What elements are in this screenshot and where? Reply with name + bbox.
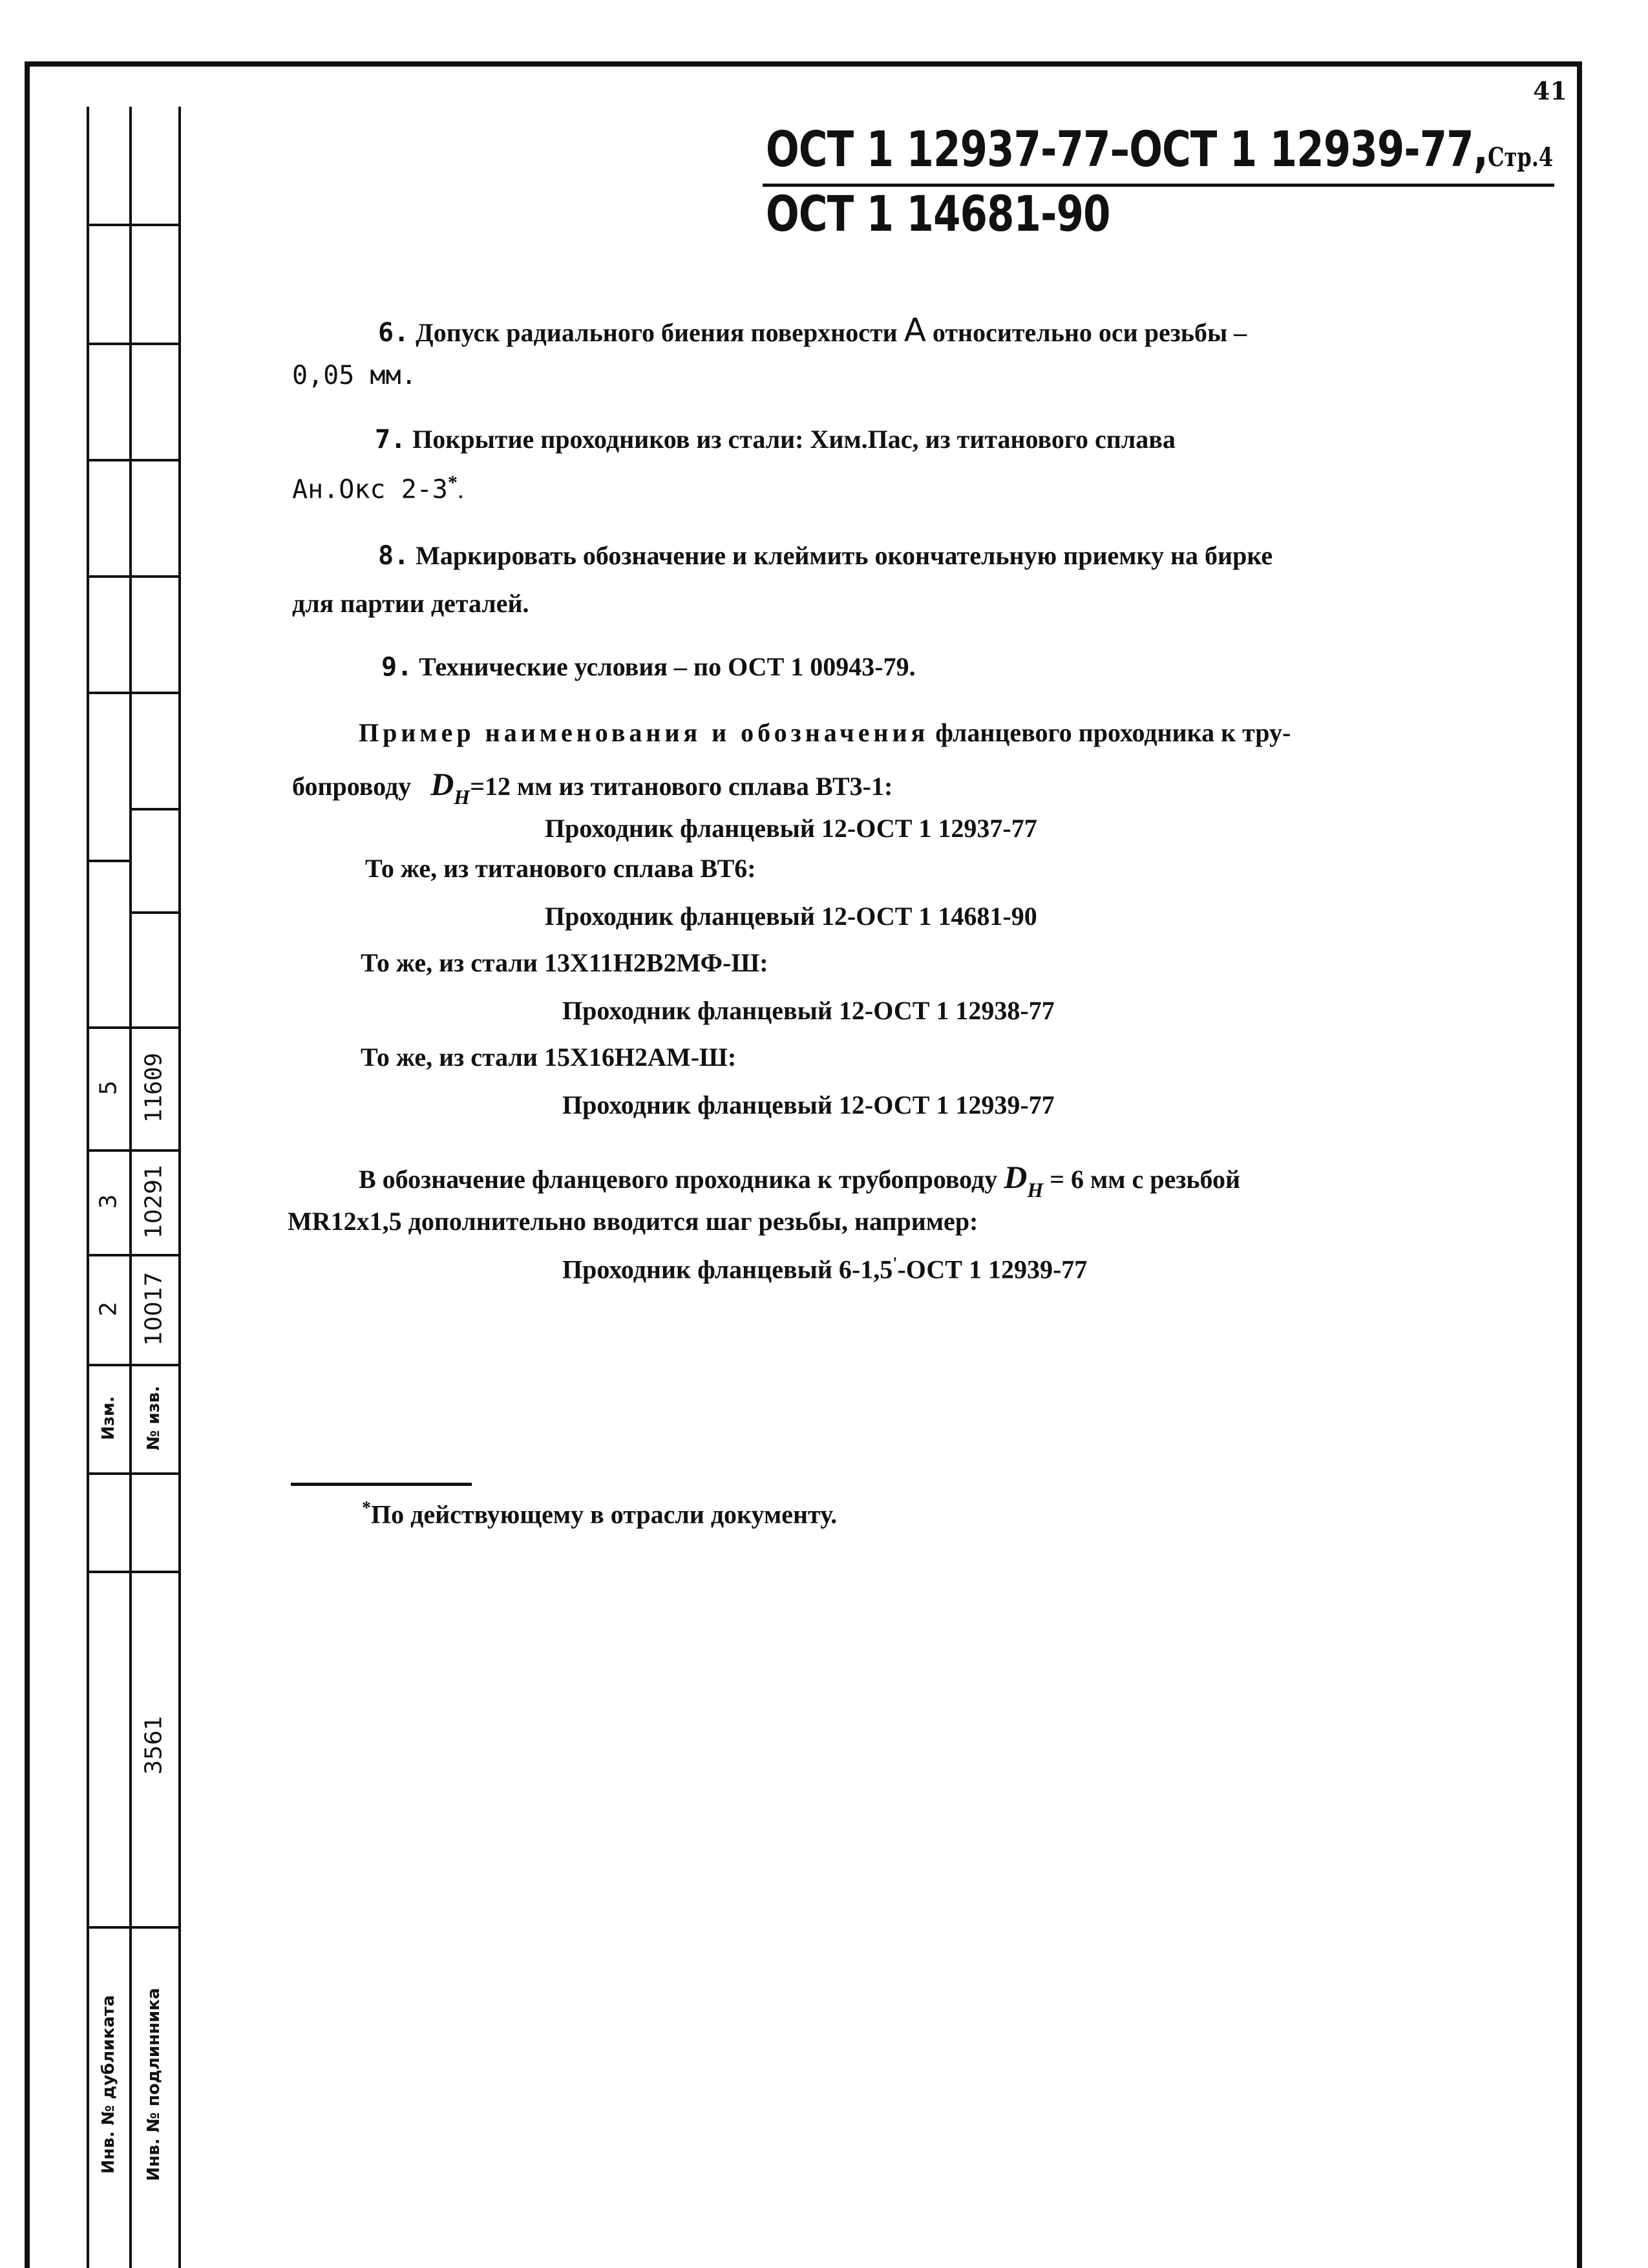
example-designation-3: Проходник фланцевый 12-ОСТ 1 12938-77 [562,996,1055,1025]
note-example-mark: ' [893,1254,898,1273]
header-standard-3: ОСТ 1 14681-90 [766,185,1110,242]
strip-label-change: Изм. [99,1396,118,1440]
example-intro-spaced: Пример наименования и обозначения [359,718,929,747]
example-dn-symbol: D [430,766,454,802]
example-same-steel-13x11: То же, из стали 13Х11Н2В2МФ-Ш: [361,948,768,977]
strip-divider [131,808,180,811]
frame-right-line [1577,61,1582,2268]
page-number: 41 [1533,76,1567,105]
strip-divider [87,1026,180,1029]
strip-divider [87,1149,180,1152]
header-standard-2: ОСТ 1 12939-77, [1129,120,1488,178]
note-dn-symbol: D [1004,1159,1028,1195]
example-designation-2: Проходник фланцевый 12-ОСТ 1 14681-90 [545,902,1037,931]
strip-divider [87,1364,180,1366]
item-7-number: 7. [375,425,407,454]
footnote-text: По действующему в отрасли документу. [371,1500,838,1529]
strip-line-3 [178,107,181,2268]
item-6-line-1 [378,312,1247,349]
footnote-rule [291,1483,472,1486]
item-6-number: 6. [378,318,410,348]
strip-notice-10017: 10017 [140,1271,167,1346]
item-9-text: Технические условия – по ОСТ 1 00943-79. [419,652,916,681]
example-intro-line-1 [359,717,1291,748]
note-example-text: Проходник фланцевый 6-1,5 [562,1255,893,1284]
item-8-text: Маркировать обозначение и клеймить окончательную приемку на бирке [416,541,1273,570]
frame-top-line [25,61,1582,67]
note-dn-text: = 6 мм с резьбой [1050,1165,1241,1194]
strip-divider [87,224,180,226]
strip-divider [87,1254,180,1256]
strip-original-number: 3561 [140,1715,167,1775]
strip-label-notice: № изв. [144,1386,164,1450]
header-standard-1: ОСТ 1 12937-77 [766,120,1110,178]
note-example-tail: -ОСТ 1 12939-77 [897,1255,1088,1284]
example-dn-text: =12 мм из титанового сплава ВТ3-1: [470,772,893,801]
strip-divider [131,911,180,914]
item-7-footnote-star: * [447,472,458,493]
strip-divider [87,860,131,862]
frame-left-line [25,61,30,2268]
strip-divider [87,459,180,461]
strip-label-duplicate-inv: Инв. № дубликата [99,1995,118,2174]
item-6-text-tail: относительно оси резьбы – [932,318,1247,347]
strip-divider [87,1926,180,1929]
strip-divider [87,1472,180,1475]
document-header-line-1 [766,120,1553,178]
strip-label-original-inv: Инв. № подлинника [144,1987,164,2181]
item-7-dot: . [457,474,464,504]
footnote-star: * [362,1498,371,1518]
note-line-1 [359,1158,1241,1202]
item-7-line-2 [292,472,464,504]
example-pipeline-word: бопроводу [292,772,412,801]
item-6-surface-letter: А [903,312,926,349]
item-7-text: Покрытие проходников из стали: Хим.Пас, из титанового сплава [412,425,1176,454]
example-intro-rest: фланцевого проходника к тру- [935,718,1291,747]
example-dn-subscript: Н [454,785,470,809]
example-same-steel-15x16: То же, из стали 15Х16Н2АМ-Ш: [361,1043,737,1072]
item-8-line-1 [378,540,1273,571]
strip-line-1 [87,107,89,2268]
note-text: В обозначение фланцевого проходника к трубопроводу [359,1165,998,1194]
header-page-ref: Стр.4 [1488,142,1554,173]
item-6-line-2: 0,05 мм. [292,361,417,390]
item-8-number: 8. [378,541,410,571]
strip-change-2: 2 [95,1301,122,1317]
note-example-designation [562,1254,1087,1284]
note-dn-subscript: Н [1027,1178,1044,1202]
note-line-2: MR12x1,5 дополнительно вводится шаг резьбы, например: [288,1207,978,1236]
footnote [362,1498,837,1529]
strip-divider [87,692,180,694]
item-9-number: 9. [381,652,413,682]
header-dash: – [1110,120,1130,178]
strip-divider [87,343,180,345]
example-same-titanium-vt6: То же, из титанового сплава ВТ6: [365,854,756,883]
strip-change-5: 5 [95,1080,122,1096]
item-8-line-2: для партии деталей. [292,589,529,618]
item-7-line-1 [375,424,1176,454]
item-6-text: Допуск радиального биения поверхности [416,318,898,347]
item-9-line [381,652,916,682]
example-intro-line-2 [292,765,893,809]
strip-divider [87,1571,180,1573]
strip-divider [87,575,180,578]
example-designation-1: Проходник фланцевый 12-ОСТ 1 12937-77 [545,814,1037,843]
strip-notice-11609: 11609 [140,1052,167,1123]
strip-line-2 [129,107,132,2268]
strip-change-3: 3 [95,1194,122,1209]
example-designation-4: Проходник фланцевый 12-ОСТ 1 12939-77 [562,1090,1055,1119]
strip-notice-10291: 10291 [140,1164,167,1239]
item-7-coating: Ан.Окс 2-3 [292,474,448,505]
